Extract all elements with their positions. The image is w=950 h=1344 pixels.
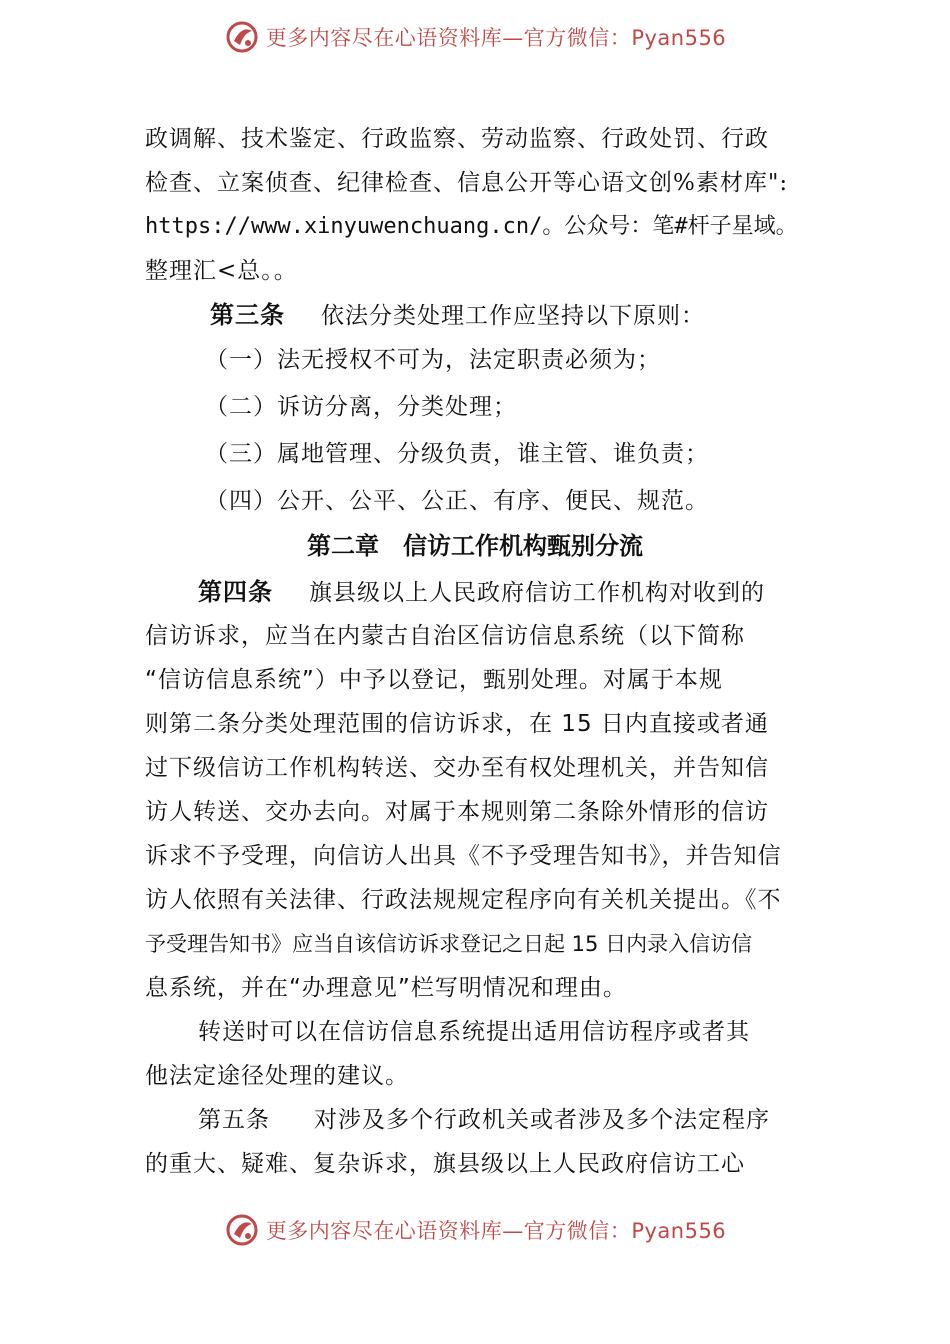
article-text: 对涉及多个行政机关或者涉及多个法定程序 — [314, 1107, 770, 1133]
text-line: 的重大、疑难、复杂诉求，旗县级以上人民政府信访工心 — [145, 1151, 745, 1177]
chapter-title: 信访工作机构甄别分流 — [403, 532, 643, 560]
text-line: 检查、立案侦查、纪律检查、信息公开等心语文创%素材库": — [145, 170, 789, 196]
chapter-number: 第二章 — [307, 532, 379, 560]
text-line: 过下级信访工作机构转送、交办至有权处理机关，并告知信 — [145, 755, 769, 781]
text-line: 息系统，并在“办理意见”栏写明情况和理由。 — [145, 975, 627, 1001]
banner-text: 更多内容尽在心语资料库—官方微信： — [265, 1219, 632, 1243]
article-4 — [198, 577, 868, 608]
text-line: 政调解、技术鉴定、行政监察、劳动监察、行政处罚、行政 — [145, 126, 769, 152]
text-line: 则第二条分类处理范围的信访诉求，在 15 日内直接或者通 — [145, 711, 769, 737]
principle-item: （三）属地管理、分级负责，谁主管、谁负责； — [205, 441, 709, 467]
article-label: 第三条 — [210, 301, 285, 329]
banner-wechat: Pyan556 — [631, 1219, 727, 1243]
footer-watermark — [0, 1205, 950, 1255]
text-line: “信访信息系统”）中予以登记，甄别处理。对属于本规 — [145, 667, 723, 693]
text-line: 他法定途径处理的建议。 — [145, 1063, 409, 1089]
principle-item: （四）公开、公平、公正、有序、便民、规范。 — [205, 488, 709, 514]
article-text: 旗县级以上人民政府信访工作机构对收到的 — [309, 580, 765, 606]
text-line: https://www.xinyuwenchuang.cn/。公众号：笔#杆子星域。 — [145, 214, 798, 239]
article-3 — [210, 300, 880, 331]
banner-wechat: Pyan556 — [631, 26, 727, 50]
logo-icon — [224, 19, 260, 55]
principle-item: （一）法无授权不可为，法定职责必须为； — [205, 347, 661, 373]
logo-icon — [224, 1212, 260, 1248]
article-5 — [198, 1105, 868, 1135]
article-text: 依法分类处理工作应坚持以下原则： — [321, 303, 705, 329]
text-line: 诉求不予受理，向信访人出具《不予受理告知书》，并告知信 — [145, 843, 782, 869]
principle-item: （二）诉访分离，分类处理； — [205, 394, 517, 420]
text-line: 整理汇<总。。 — [145, 258, 298, 284]
article-label: 第四条 — [198, 578, 273, 606]
text-line: 访人转送、交办去向。对属于本规则第二条除外情形的信访 — [145, 799, 769, 825]
text-line: 予受理告知书》应当自该信访诉求登记之日起 15 日内录入信访信 — [145, 932, 753, 956]
text-line: 访人依照有关法律、行政法规规定程序向有关机关提出。《不 — [145, 887, 782, 913]
banner-text: 更多内容尽在心语资料库—官方微信： — [265, 26, 632, 50]
chapter-heading — [0, 531, 950, 561]
header-watermark — [0, 12, 950, 62]
text-line: 信访诉求，应当在内蒙古自治区信访信息系统（以下简称 — [145, 623, 745, 649]
article-label: 第五条 — [198, 1107, 270, 1133]
text-line: 转送时可以在信访信息系统提出适用信访程序或者其 — [198, 1019, 750, 1045]
